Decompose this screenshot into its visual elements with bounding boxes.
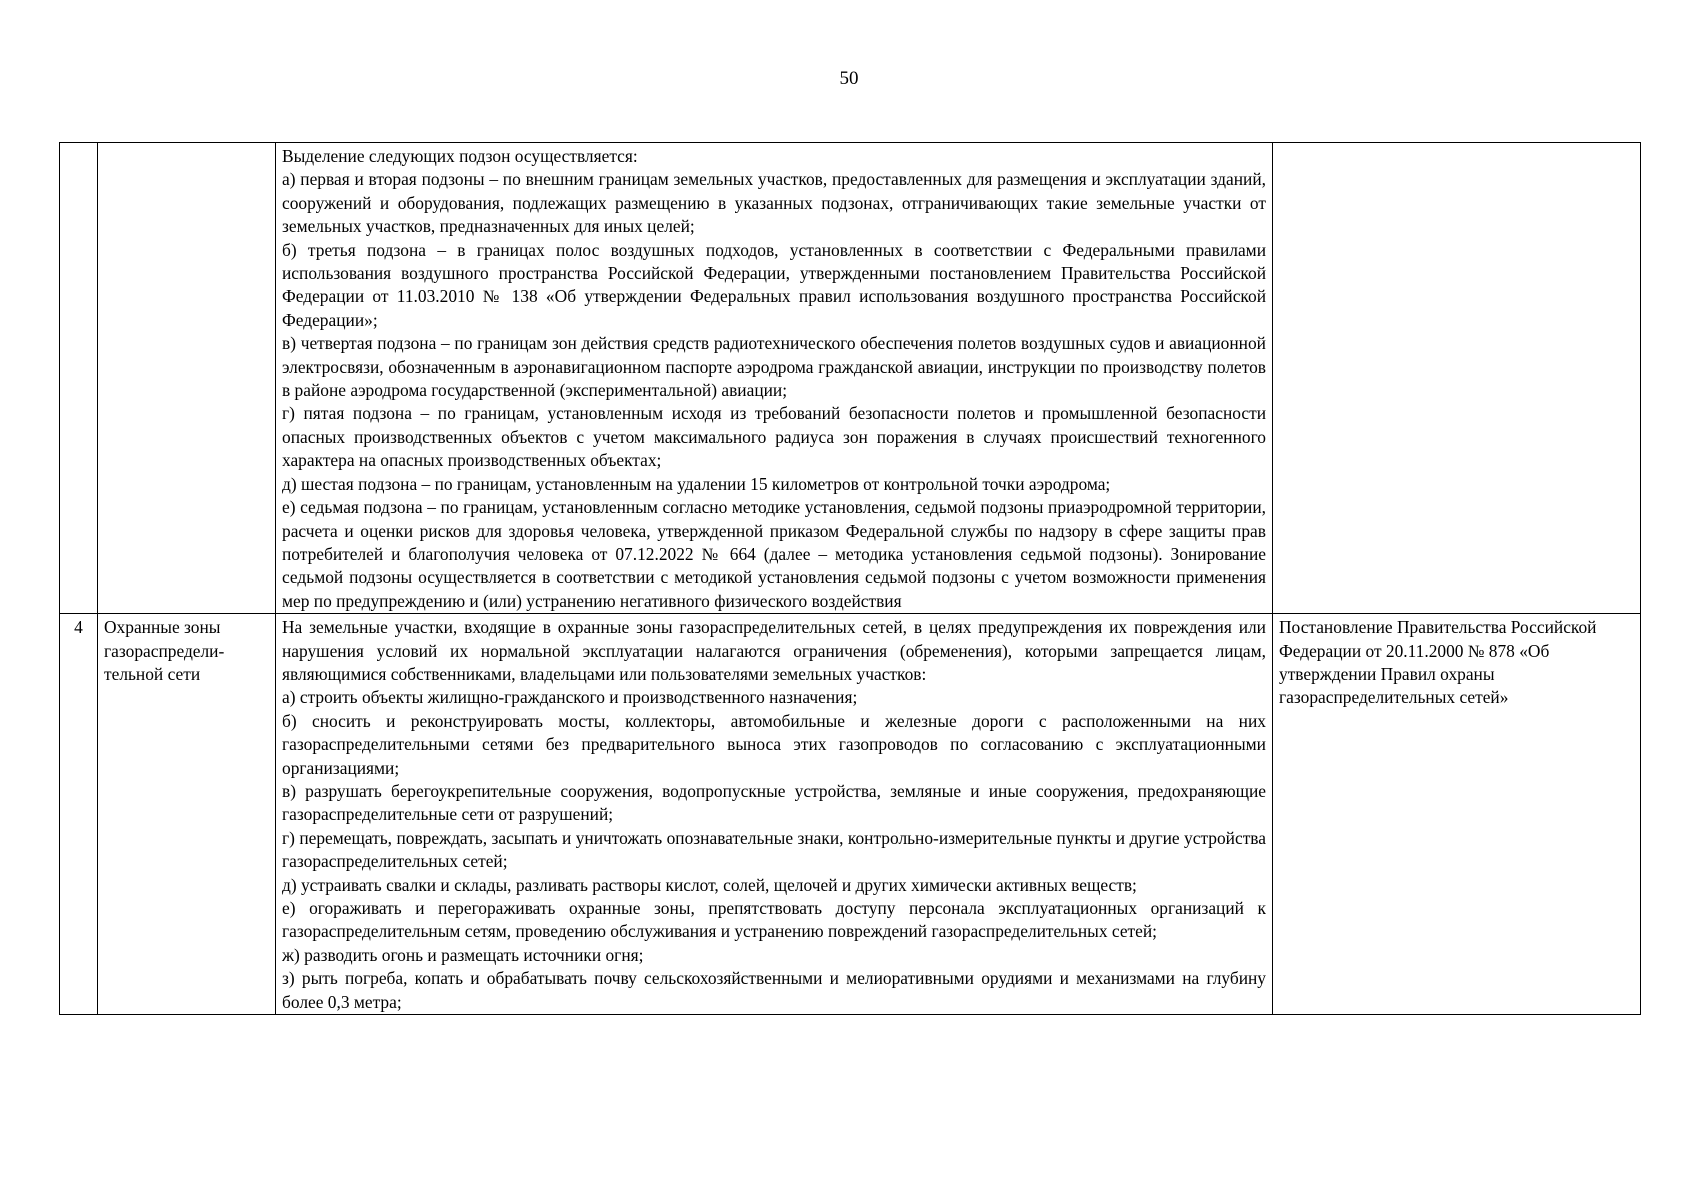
paragraph: На земельные участки, входящие в охранные зоны газораспределительных сетей, в целях предупреждения их повреждения или нарушения условий их нормальной эксплуатации налагаются ограничения (обременения), которыми запрещается лицам, являющимися собственниками, владельцами или пользователями земельных участков: <box>282 617 1266 684</box>
paragraph: а) первая и вторая подзоны – по внешним границам земельных участков, предоставленных для размещения и эксплуатации зданий, сооружений и оборудования, подлежащих размещению в указанных подзонах, отграничивающих такие земельные участки от земельных участков, предназначенных для иных целей; <box>282 169 1266 237</box>
paragraph: е) седьмая подзона – по границам, установленным согласно методике установления, седьмой подзоны приаэродромной территории, расчета и оценки рисков для здоровья человека, утвержденной приказом Федеральной службы по надзору в сфере защиты прав потребителей и благополучия человека от 07.12.2022 № 664 (далее – методика установления седьмой подзоны). Зонирование седьмой подзоны осуществляется в соответствии с методикой установления седьмой подзоны с учетом возможности применения мер по предупреждению и (или) устранению негативного физического воздействия <box>282 497 1266 611</box>
paragraph: в) четвертая подзона – по границам зон действия средств радиотехнического обеспечения полетов воздушных судов и авиационной электросвязи, обозначенным в аэронавигационном паспорте аэродрома гражданской авиации, инструкции по производству полетов в районе аэродрома государственной (экспериментальной) авиации; <box>282 333 1266 401</box>
paragraph: е) огораживать и перегораживать охранные зоны, препятствовать доступу персонала эксплуатационных организаций к газораспределительным сетям, проведению обслуживания и устранению повреждений газораспределительных сетей; <box>282 898 1266 942</box>
restrictions-cell <box>276 143 1273 614</box>
row-number <box>60 143 98 614</box>
paragraph: в) разрушать берегоукрепительные сооружения, водопропускные устройства, земляные и иные сооружения, предохраняющие газораспределительные сети от разрушений; <box>282 780 1266 825</box>
paragraph: з) рыть погреба, копать и обрабатывать почву сельскохозяйственными и мелиоративными орудиями и механизмами на глубину более 0,3 метра; <box>282 968 1266 1012</box>
paragraph: г) пятая подзона – по границам, установленным исходя из требований безопасности полетов и промышленной безопасности опасных производственных объектов с учетом максимального радиуса зон поражения в случаях происшествий техногенного характера на опасных производственных объектах; <box>282 403 1266 471</box>
paragraph: б) третья подзона – в границах полос воздушных подходов, установленных в соответствии с Федеральными правилами использования воздушного пространства Российской Федерации, утвержденными постановлением Правительства Российской Федерации от 11.03.2010 № 138 «Об утверждении Федеральных правил использования воздушного пространства Российской Федерации»; <box>282 239 1266 330</box>
zones-table <box>59 142 1641 1015</box>
row-number: 4 <box>60 614 98 1015</box>
paragraph: ж) разводить огонь и размещать источники огня; <box>282 944 644 965</box>
paragraph: а) строить объекты жилищно-гражданского и производственного назначения; <box>282 687 858 708</box>
zone-name: Охранные зоны газораспредели-тельной сети <box>98 614 276 1015</box>
paragraph: б) сносить и реконструировать мосты, коллекторы, автомобильные и железные дороги с расположенными на них газораспределительными сетями без предварительного выноса этих газопроводов по согласованию с эксплуатационными организациями; <box>282 710 1266 778</box>
paragraph: Выделение следующих подзон осуществляется: <box>282 146 638 166</box>
zone-name <box>98 143 276 614</box>
table-row <box>60 614 1641 1015</box>
paragraph: г) перемещать, повреждать, засыпать и уничтожать опознавательные знаки, контрольно-измерительные пункты и другие устройства газораспределительных сетей; <box>282 827 1266 872</box>
paragraph: д) устраивать свалки и склады, разливать растворы кислот, солей, щелочей и других химически активных веществ; <box>282 874 1137 895</box>
page-number: 50 <box>839 68 859 89</box>
legal-reference: Постановление Правительства Российской Федерации от 20.11.2000 № 878 «Об утверждении Правил охраны газораспределительных сетей» <box>1273 614 1641 1015</box>
table-row <box>60 143 1641 614</box>
legal-reference <box>1273 143 1641 614</box>
paragraph: д) шестая подзона – по границам, установленным на удалении 15 километров от контрольной точки аэродрома; <box>282 473 1111 494</box>
restrictions-cell <box>276 614 1273 1015</box>
